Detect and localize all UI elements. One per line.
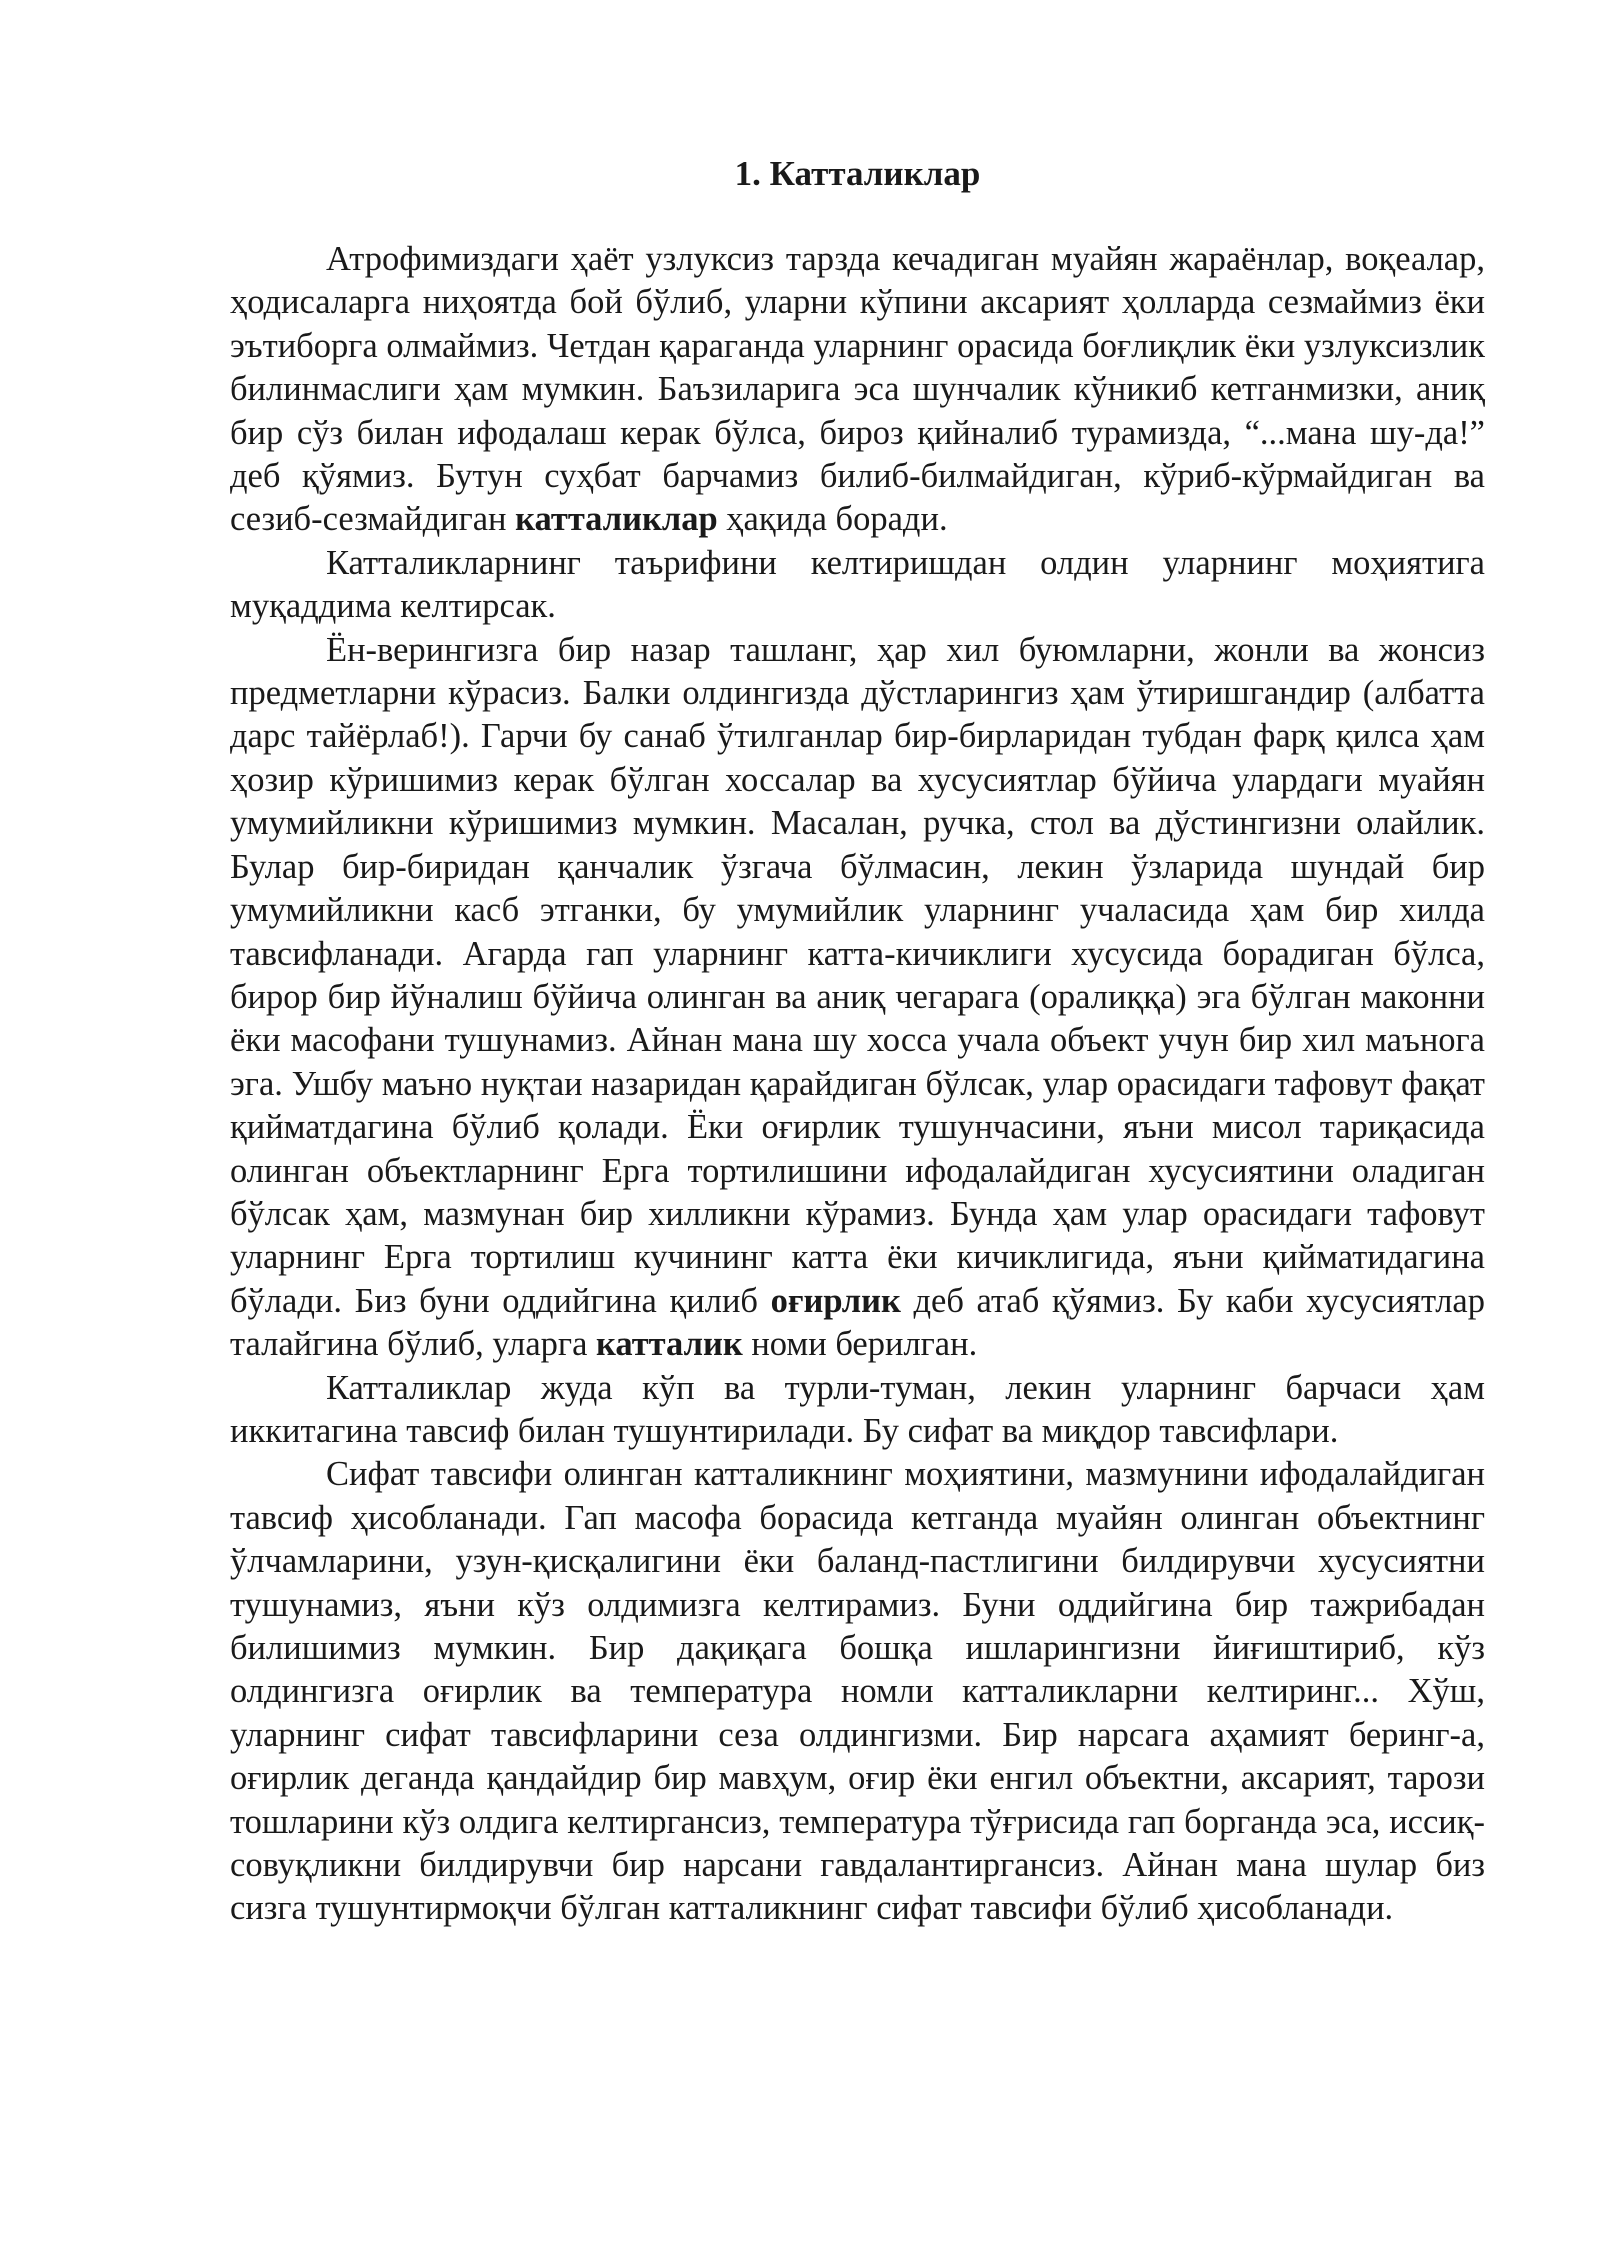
text-run: Ён-верингизга бир назар ташланг, ҳар хил буюмларни, жонли ва жонсиз предметларни кўрасиз. Балки олдингизда дўстларингиз ҳам ўтиришгандир (албатта дарс тайёрлаб!). Гарчи бу санаб ўтилганлар бир-бирларидан тубдан фарқ қилса ҳам ҳозир кўришимиз керак бўлган хоссалар ва хусусиятлар бўйича улардаги муайян умумийликни кўришимиз мумкин. Масалан, ручка, стол ва дўстингизни олайлик. Булар бир-биридан қанчалик ўзгача бўлмасин, лекин ўзларида шундай бир умумийликни касб этганки, бу умумийлик уларнинг учаласида ҳам бир хилда тавсифланади. Агарда гап уларнинг катта-кичиклиги хусусида борадиган бўлса, бирор бир йўналиш бўйича олинган ва аниқ чегарага (оралиққа) эга бўлган маконни ёки масофани тушунамиз. Айнан мана шу хосса учала объект учун бир хил маънога эга. Ушбу маъно нуқтаи назаридан қарайдиган бўлсак, улар орасидаги тафовут фақат қийматдагина бўлиб қолади. Ёки оғирлик тушунчасини, яъни мисол тариқасида олинган объектларнинг Ерга тортилишини ифодалайдиган хусусиятини оладиган бўлсак ҳам, мазмунан бир хилликни кўрамиз. Бунда ҳам улар орасидаги тафовут уларнинг Ерга тортилиш кучининг катта ёки кичиклигида, яъни қийматидагина бўлади. Биз буни оддийгина қилиб [230, 630, 1485, 1320]
text-run: Сифат тавсифи олинган катталикнинг моҳиятини, мазмунини ифодалайдиган тавсиф ҳисобланади. Гап масофа борасида кетганда муайян олинган объектнинг ўлчамларини, узун-қисқалигини ёки баланд-пастлигини билдирувчи хусусиятни тушунамиз, яъни кўз олдимизга келтирамиз. Буни оддийгина бир тажрибадан билишимиз мумкин. Бир дақиқага бошқа ишларингизни йиғиштириб, кўз олдингизга оғирлик ва температура номли катталикларни келтиринг... Хўш, уларнинг сифат тавсифларини сеза олдингизми. Бир нарсага аҳамият беринг-а, оғирлик деганда қандайдир бир мавҳум, оғир ёки енгил объектни, аксарият, тарози тошларини кўз олдига келтиргансиз, температура тўғрисида гап борганда эса, иссиқ-совуқликни билдирувчи бир нарсани гавдалантиргансиз. Айнан мана шулар биз сизга тушунтирмоқчи бўлган катталикнинг сифат тавсифи бўлиб ҳисобланади. [230, 1455, 1485, 1928]
bold-term: оғирлик [770, 1281, 901, 1320]
text-run: деб атаб қўямиз. Бу каби хусусиятлар талайгина бўлиб, уларга [230, 1281, 1485, 1364]
bold-term: катталик [596, 1325, 743, 1364]
text-run: номи берилган. [742, 1325, 978, 1364]
paragraph [230, 1367, 1485, 1454]
document-body [230, 238, 1485, 1931]
document-page [230, 0, 1485, 2262]
text-run: Катталикларнинг таърифини келтиришдан олдин уларнинг моҳиятига муқаддима келтирсак. [230, 543, 1485, 626]
bold-term: катталиклар [515, 500, 718, 539]
paragraph [230, 1453, 1485, 1930]
page-title: 1. Катталиклар [734, 154, 981, 193]
paragraph [230, 238, 1485, 542]
text-run: Катталиклар жуда кўп ва турли-туман, лекин уларнинг барчаси ҳам иккитагина тавсиф билан тушунтирилади. Бу сифат ва миқдор тавсифлари. [230, 1368, 1485, 1450]
text-run: ҳақида боради. [717, 500, 948, 539]
paragraph [230, 629, 1485, 1367]
text-run: Атрофимиздаги ҳаёт узлуксиз тарзда кечадиган муайян жараёнлар, воқеалар, ҳодисаларга ниҳоятда бой бўлиб, уларни кўпини аксарият ҳолларда сезмаймиз ёки эътиборга олмаймиз. Четдан қараганда уларнинг орасида боғлиқлик ёки узлуксизлик билинмаслиги ҳам мумкин. Баъзиларига эса шунчалик кўникиб кетганмизки, аниқ бир сўз билан ифодалаш керак бўлса, бироз қийналиб турамизда, “...мана шу-да!” деб қўямиз. Бутун суҳбат барчамиз билиб-билмайдиган, кўриб-кўрмайдиган ва сезиб-сезмайдиган [230, 240, 1485, 539]
paragraph [230, 542, 1485, 629]
